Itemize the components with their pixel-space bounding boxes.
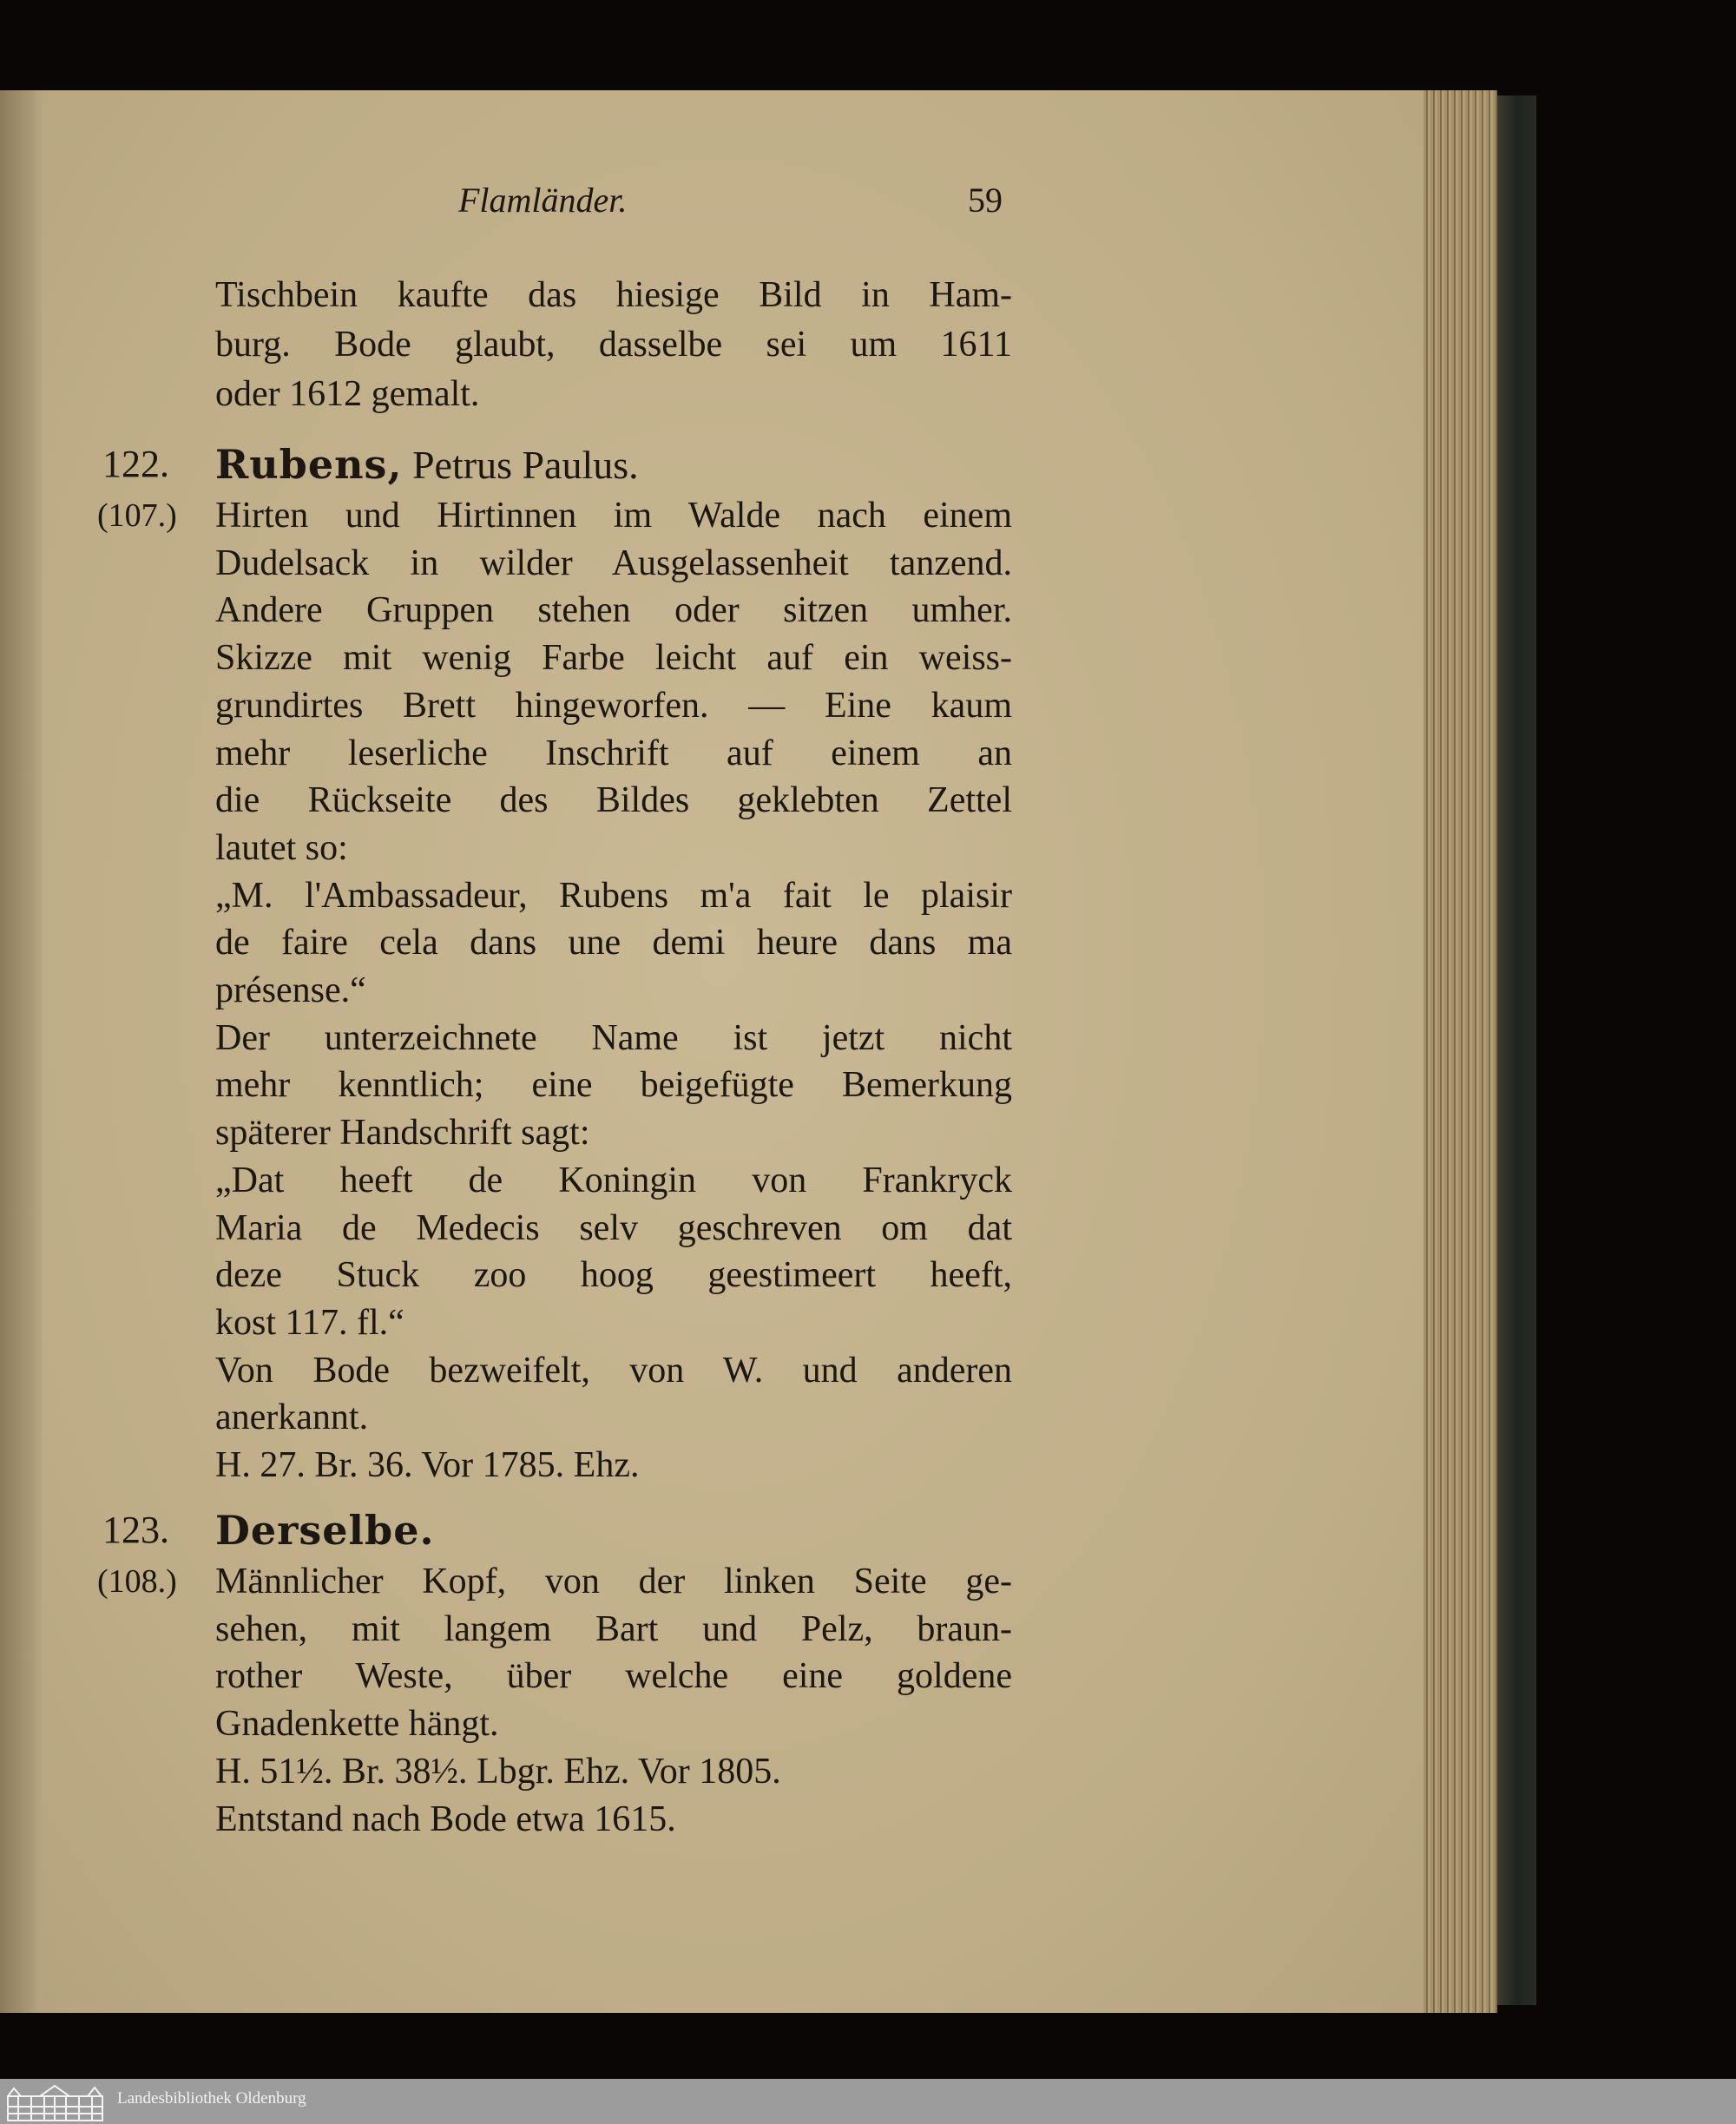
artist-given-names: Petrus Paulus.: [411, 443, 639, 487]
old-catalogue-number: (107.): [97, 497, 177, 534]
text-line: kost 117. fl.“: [215, 1302, 404, 1343]
text-line: deze Stuck zoo hoog geestimeert heeft,: [215, 1255, 1012, 1296]
text-line: späterer Handschrift sagt:: [215, 1113, 590, 1154]
text-line: Der unterzeichnete Name ist jetzt nicht: [215, 1017, 1012, 1058]
text-line: Hirten und Hirtinnen im Walde nach einem: [215, 496, 1012, 536]
text-line: Tischbein kaufte das hiesige Bild in Ham-: [215, 275, 1012, 315]
text-line: Dudelsack in wilder Ausgelassenheit tanzend.: [215, 543, 1012, 583]
artist-name: Rubens,: [215, 441, 403, 488]
text-line: die Rückseite des Bildes geklebten Zettel: [215, 780, 1012, 821]
text-line: grundirtes Brett hingeworfen. — Eine kaum: [215, 685, 1012, 726]
text-line: oder 1612 gemalt.: [215, 374, 480, 414]
text-line: H. 51½. Br. 38½. Lbgr. Ehz. Vor 1805.: [215, 1751, 781, 1792]
text-line: mehr leserliche Inschrift auf einem an: [215, 733, 1012, 773]
text-line: rother Weste, über welche eine goldene: [215, 1656, 1012, 1697]
old-catalogue-number: (108.): [97, 1563, 177, 1600]
text-line: Entstand nach Bode etwa 1615.: [215, 1798, 676, 1839]
text-line: de faire cela dans une demi heure dans ma: [215, 923, 1012, 963]
text-line: mehr kenntlich; eine beigefügte Bemerkung: [215, 1065, 1012, 1106]
text-line: Männlicher Kopf, von der linken Seite ge-: [215, 1562, 1012, 1601]
running-head-title: Flamländer.: [458, 181, 628, 220]
page-number: 59: [968, 181, 1003, 220]
footer-bar: [0, 2079, 1736, 2124]
entry-number: 123.: [102, 1509, 169, 1551]
book-cover-edge: [1497, 95, 1536, 2005]
text-line: Andere Gruppen stehen oder sitzen umher.: [215, 590, 1012, 631]
text-line: Gnadenkette hängt.: [215, 1704, 499, 1745]
artist-name: Derselbe.: [215, 1507, 435, 1554]
text-line: H. 27. Br. 36. Vor 1785. Ehz.: [215, 1445, 640, 1485]
text-line: „Dat heeft de Koningin von Frankryck: [215, 1160, 1012, 1200]
text-line: Skizze mit wenig Farbe leicht auf ein weiss-: [215, 638, 1012, 679]
text-line: Maria de Medecis selv geschreven om dat: [215, 1207, 1012, 1248]
library-name: Landesbibliothek Oldenburg: [117, 2089, 306, 2108]
text-line: burg. Bode glaubt, dasselbe sei um 1611: [215, 325, 1012, 365]
entry-number: 122.: [102, 443, 169, 485]
text-line: „M. l'Ambassadeur, Rubens m'a fait le plaisir: [215, 875, 1012, 916]
text-line: présense.“: [215, 970, 366, 1010]
library-building-logo: [5, 2084, 105, 2122]
page-edges: [1424, 90, 1497, 2013]
text-line: anerkannt.: [215, 1397, 369, 1438]
page-gutter: [0, 90, 42, 2013]
text-line: lautet so:: [215, 827, 348, 868]
text-line: Von Bode bezweifelt, von W. und anderen: [215, 1350, 1012, 1391]
entry-heading: [215, 1507, 434, 1555]
text-line: sehen, mit langem Bart und Pelz, braun-: [215, 1608, 1012, 1649]
entry-heading: [215, 441, 639, 489]
